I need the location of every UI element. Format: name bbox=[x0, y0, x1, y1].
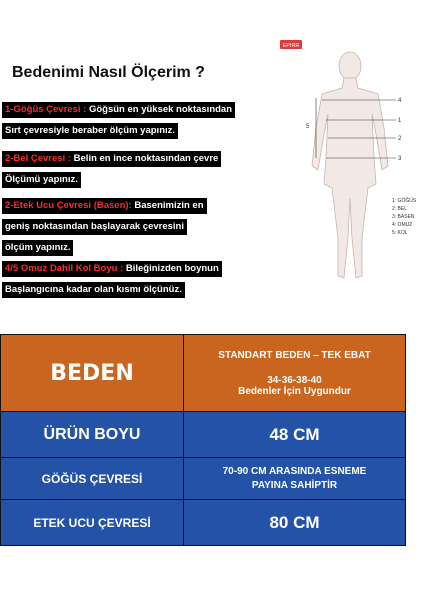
row-value-line: 70-90 CM ARASINDA ESNEME bbox=[222, 466, 367, 477]
header-value-line: 34-36-38-40 bbox=[267, 374, 322, 386]
marker-label: 3 bbox=[398, 156, 402, 162]
legend-item: 1: GÖĞÜS bbox=[392, 198, 417, 204]
legend-item: 2: BEL bbox=[392, 206, 408, 212]
instruction-text: Başlangıcına kadar olan kısmı ölçünüz. bbox=[2, 282, 185, 298]
size-table bbox=[0, 334, 406, 546]
instruction-text: Basenimizin en bbox=[131, 200, 204, 211]
body-measurement-figure bbox=[278, 38, 418, 298]
header-label: BEDEN bbox=[1, 335, 184, 412]
instruction-label: 1-Göğüs Çevresi : bbox=[5, 104, 87, 115]
row-value bbox=[184, 458, 406, 500]
row-value: 80 CM bbox=[184, 500, 406, 546]
table-header-row bbox=[1, 335, 406, 412]
instruction-text: geniş noktasından başlayarak çevresini bbox=[2, 219, 187, 235]
legend-item: 5: KOL bbox=[392, 230, 408, 236]
row-value-line: PAYINA SAHİPTİR bbox=[251, 480, 338, 491]
brand-badge-text: EPIRR bbox=[282, 43, 300, 49]
instruction-text: ölçüm yapınız. bbox=[2, 240, 73, 256]
marker-label: 1 bbox=[398, 118, 402, 124]
table-row bbox=[1, 412, 406, 458]
instruction-label: 4/5 Omuz Dahil Kol Boyu : bbox=[5, 263, 124, 274]
instruction-chest bbox=[2, 99, 278, 141]
page-title: Bedenimi Nasıl Ölçerim ? bbox=[12, 64, 205, 81]
marker-label: 2 bbox=[398, 136, 402, 142]
header-value-line: STANDART BEDEN – TEK EBAT bbox=[218, 349, 371, 361]
body-silhouette-icon bbox=[278, 38, 418, 298]
row-value: 48 CM bbox=[184, 412, 406, 458]
instruction-hip bbox=[2, 195, 278, 258]
instruction-sleeve bbox=[2, 258, 278, 300]
instruction-label: 2-Bel Çevresi : bbox=[5, 153, 72, 164]
instruction-label: 2-Etek Ucu Çevresi (Basen): bbox=[5, 200, 132, 211]
instruction-text: Ölçümü yapınız. bbox=[2, 172, 81, 188]
marker-label: 4 bbox=[398, 98, 402, 104]
instruction-text: Bileğinizden boynun bbox=[123, 263, 219, 274]
table-row bbox=[1, 500, 406, 546]
table-row bbox=[1, 458, 406, 500]
row-label: ETEK UCU ÇEVRESİ bbox=[1, 500, 184, 546]
instruction-text: Belin en ince noktasından çevre bbox=[71, 153, 219, 164]
instruction-text: Sırt çevresiyle beraber ölçüm yapınız. bbox=[2, 123, 178, 139]
header-value-line: Bedenler İçin Uygundur bbox=[238, 385, 351, 397]
legend-item: 4: OMUZ bbox=[392, 222, 413, 228]
legend-item: 3: BASEN bbox=[392, 214, 415, 220]
marker-label: 5 bbox=[306, 124, 310, 130]
instruction-text: Göğsün en yüksek noktasından bbox=[86, 104, 233, 115]
row-label: GÖĞÜS ÇEVRESİ bbox=[1, 458, 184, 500]
header-value bbox=[184, 335, 406, 412]
instruction-waist bbox=[2, 148, 278, 190]
row-label: ÜRÜN BOYU bbox=[1, 412, 184, 458]
